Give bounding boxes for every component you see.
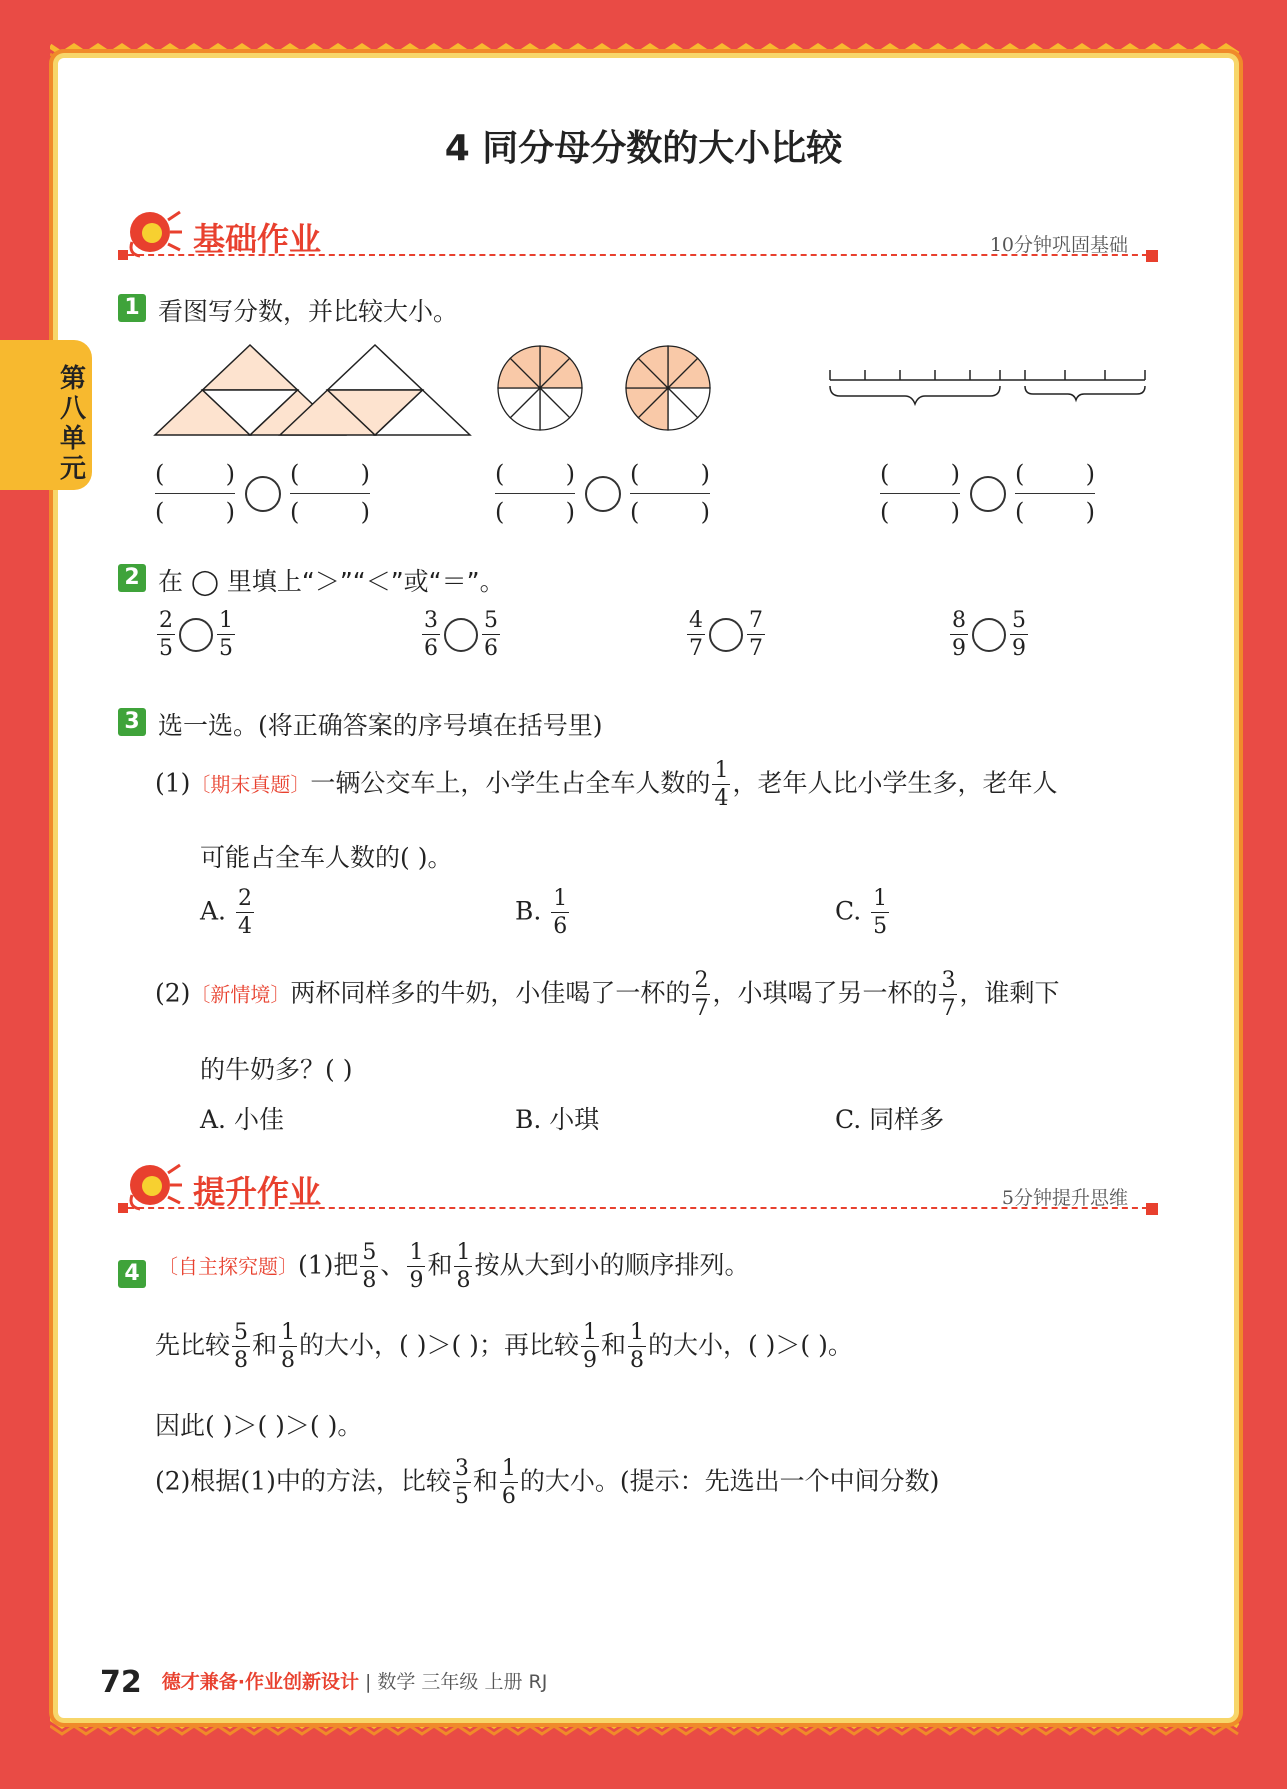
- fraction-blank[interactable]: ( ) ( ): [630, 460, 710, 526]
- question-3-text: 选一选。(将正确答案的序号填在括号里): [158, 711, 603, 740]
- fraction: $\frac{3}{5}$: [454, 1456, 469, 1509]
- q3-part2-option-b[interactable]: B. 小琪: [515, 1105, 600, 1134]
- fraction: $\frac{1}{9}$: [409, 1240, 424, 1293]
- divider-end: [118, 250, 128, 260]
- question-1-figures: [150, 340, 1230, 450]
- fraction: $\frac{1}{8}$: [456, 1240, 471, 1293]
- section-basic-title: 基础作业: [193, 220, 322, 258]
- circle-figure-2: [626, 346, 710, 430]
- text: 一辆公交车上，小学生占全车人数的: [310, 768, 711, 798]
- q3-part1-option-b[interactable]: B. $\frac{1}{6}$: [515, 886, 568, 939]
- compare-circle[interactable]: [972, 618, 1006, 652]
- text: 的大小，( )＞( )。: [647, 1330, 853, 1360]
- fraction: $\frac{8}{9}$: [952, 608, 966, 661]
- fraction: $\frac{3}{6}$: [424, 608, 438, 661]
- fraction-blank[interactable]: ( ) ( ): [155, 460, 235, 526]
- q4-line4: [155, 1458, 939, 1508]
- tag-inquiry: 〔自主探究题〕: [158, 1254, 298, 1279]
- fraction: $\frac{1}{6}$: [553, 886, 568, 939]
- text: 的大小。(提示：先选出一个中间分数): [519, 1466, 940, 1496]
- fraction-blank[interactable]: ( ) ( ): [495, 460, 575, 526]
- footer-brand: 德才兼备·作业创新设计: [161, 1671, 359, 1693]
- q3-part1-line2: 可能占全车人数的( )。: [200, 843, 453, 872]
- tag-new-situation: 〔新情境〕: [190, 982, 291, 1007]
- fraction: $\frac{5}{6}$: [484, 608, 498, 661]
- divider-end: [1146, 250, 1158, 262]
- text: 两杯同样多的牛奶，小佳喝了一杯的: [290, 978, 691, 1008]
- compare-pair: [685, 610, 767, 660]
- fraction: $\frac{5}{8}$: [362, 1240, 377, 1293]
- fraction: $\frac{4}{7}$: [689, 608, 703, 661]
- question-number: 1: [118, 294, 146, 322]
- compare-pair: [155, 610, 237, 660]
- lightbulb-icon: [122, 1155, 184, 1211]
- text: 和: [427, 1250, 453, 1280]
- q3-part1-option-c[interactable]: C. $\frac{1}{5}$: [835, 886, 888, 939]
- fraction-blank[interactable]: ( ) ( ): [1015, 460, 1095, 526]
- text: 的大小，( )＞( )；再比较: [299, 1330, 579, 1360]
- tag-final-exam: 〔期末真题〕: [190, 772, 311, 797]
- segment-figure: [830, 370, 1145, 404]
- section-divider: [118, 254, 1158, 256]
- q3-part2-line2: 的牛奶多？( ): [200, 1055, 353, 1084]
- text: (2)根据(1)中的方法，比较: [155, 1466, 451, 1496]
- fraction: $\frac{1}{5}$: [873, 886, 888, 939]
- part-label: (1): [155, 768, 191, 798]
- q4-line2: [155, 1322, 853, 1372]
- question-number: 4: [118, 1260, 146, 1288]
- compare-pair: [420, 610, 502, 660]
- fraction: $\frac{1}{4}$: [714, 758, 729, 811]
- fraction: $\frac{1}{8}$: [281, 1320, 296, 1373]
- fraction-blank[interactable]: ( ) ( ): [290, 460, 370, 526]
- compare-circle[interactable]: [585, 476, 621, 512]
- lightbulb-icon: [122, 202, 184, 258]
- fraction: $\frac{5}{8}$: [234, 1320, 249, 1373]
- q3-part1-option-a[interactable]: A. $\frac{2}{4}$: [200, 886, 252, 939]
- question-number: 3: [118, 708, 146, 736]
- text: 和: [600, 1330, 626, 1360]
- page-footer: [100, 1665, 547, 1700]
- fraction: $\frac{1}{6}$: [501, 1456, 516, 1509]
- q4-line3: 因此( )＞( )＞( )。: [155, 1411, 363, 1440]
- compare-circle[interactable]: [179, 618, 213, 652]
- q3-part2-option-c[interactable]: C. 同样多: [835, 1105, 945, 1134]
- divider-end: [118, 1203, 128, 1213]
- part-label: (2): [155, 978, 191, 1008]
- fraction: $\frac{1}{9}$: [582, 1320, 597, 1373]
- q3-part2-line1: [155, 970, 1059, 1020]
- divider-end: [1146, 1203, 1158, 1215]
- q3-part2-option-a[interactable]: A. 小佳: [200, 1105, 284, 1134]
- text: 和: [252, 1330, 278, 1360]
- fraction: $\frac{7}{7}$: [749, 608, 763, 661]
- fraction: $\frac{3}{7}$: [941, 968, 956, 1021]
- question-number: 2: [118, 564, 146, 592]
- compare-circle[interactable]: [970, 476, 1006, 512]
- page-title: 4 同分母分数的大小比较: [444, 128, 843, 169]
- section-divider: [118, 1207, 1158, 1209]
- text: 先比较: [155, 1330, 231, 1360]
- footer-separator: |: [364, 1671, 372, 1693]
- compare-pair: [948, 610, 1030, 660]
- question-2-text: 在 ◯ 里填上“＞”“＜”或“＝”。: [158, 567, 505, 596]
- fraction-blank[interactable]: ( ) ( ): [880, 460, 960, 526]
- text: ，小琪喝了另一杯的: [712, 978, 938, 1008]
- q3-part1-line1: [155, 760, 1057, 810]
- text: 按从大到小的顺序排列。: [474, 1250, 750, 1280]
- fraction: $\frac{5}{9}$: [1012, 608, 1026, 661]
- text: 、: [380, 1250, 406, 1280]
- footer-book-info: 数学 三年级 上册 RJ: [377, 1671, 548, 1693]
- text: ，老年人比小学生多，老年人: [732, 768, 1058, 798]
- fraction: $\frac{1}{5}$: [219, 608, 233, 661]
- unit-tab-label: 第八单元: [59, 364, 86, 484]
- section-advanced-subtitle: 5分钟提升思维: [1001, 1187, 1128, 1209]
- fraction: $\frac{1}{8}$: [629, 1320, 644, 1373]
- text: ，谁剩下: [959, 978, 1060, 1008]
- compare-circle[interactable]: [444, 618, 478, 652]
- compare-circle[interactable]: [709, 618, 743, 652]
- section-basic-header: [118, 210, 1158, 266]
- text: 和: [472, 1466, 498, 1496]
- fraction: $\frac{2}{5}$: [159, 608, 173, 661]
- question-1-text: 看图写分数，并比较大小。: [158, 297, 459, 326]
- fraction: $\frac{2}{7}$: [694, 968, 709, 1021]
- compare-circle[interactable]: [245, 476, 281, 512]
- page-number: 72: [100, 1665, 142, 1700]
- fraction: $\frac{2}{4}$: [237, 886, 252, 939]
- q4-line1: [158, 1242, 749, 1292]
- text: (1)把: [298, 1250, 359, 1280]
- section-basic-subtitle: 10分钟巩固基础: [989, 234, 1128, 256]
- circle-figure-1: [498, 346, 582, 430]
- section-advanced-title: 提升作业: [193, 1173, 322, 1211]
- triangle-figure-2: [280, 345, 470, 435]
- section-advanced-header: [118, 1163, 1158, 1219]
